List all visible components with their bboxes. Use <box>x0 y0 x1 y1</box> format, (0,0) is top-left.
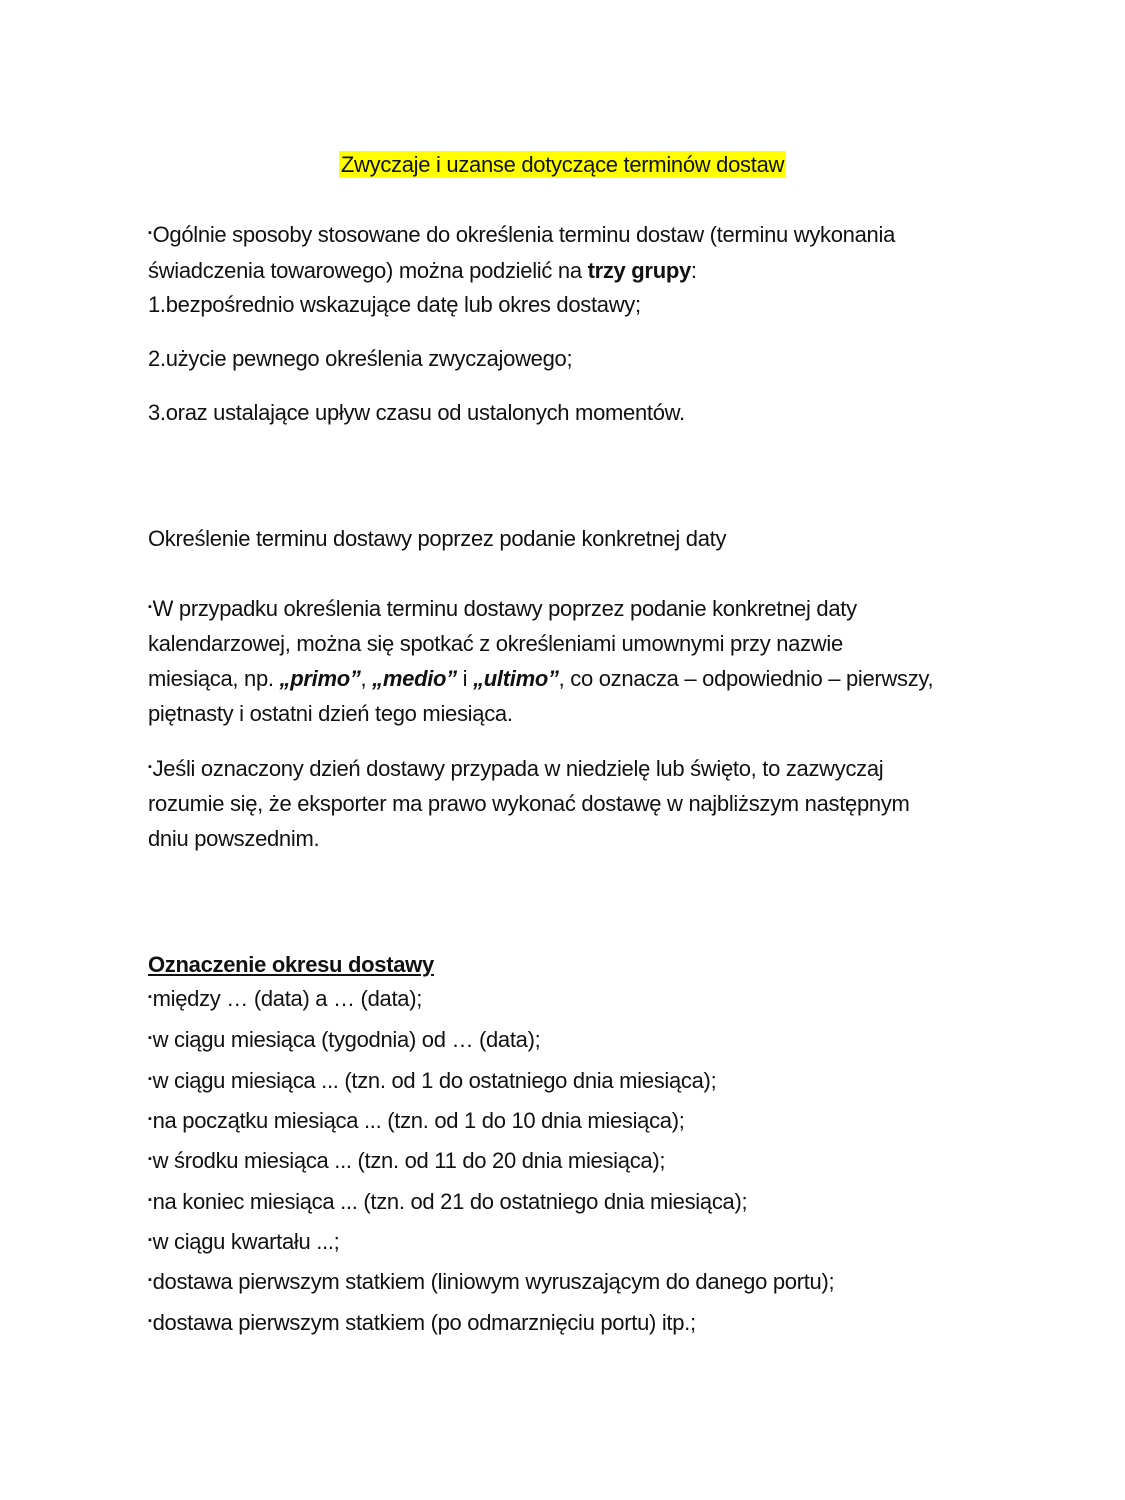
bullet-icon: ▪ <box>148 1073 152 1085</box>
paragraph-line: rozumie się, że eksporter ma prawo wykonać dostawę w najbliższym następnym <box>148 791 910 816</box>
list-item: ▪dostawa pierwszym statkiem (po odmarznięciu portu) itp.; <box>148 1310 696 1335</box>
paragraph-line: miesiąca, np. „primo”, „medio” i „ultimo”, co oznacza – odpowiednio – pierwszy, <box>148 666 934 691</box>
list-item: ▪na początku miesiąca ... (tzn. od 1 do 10 dnia miesiąca); <box>148 1108 685 1133</box>
bullet-icon: ▪ <box>148 761 152 773</box>
bullet-icon: ▪ <box>148 1032 152 1044</box>
list-item: ▪w ciągu miesiąca (tygodnia) od … (data); <box>148 1027 541 1052</box>
paragraph-line: świadczenia towarowego) można podzielić na trzy grupy: <box>148 258 697 283</box>
paragraph-line: ▪Ogólnie sposoby stosowane do określenia terminu dostaw (terminu wykonania <box>148 222 896 247</box>
bullet-icon: ▪ <box>148 1234 152 1246</box>
paragraph-line: ▪Jeśli oznaczony dzień dostawy przypada w niedzielę lub święto, to zazwyczaj <box>148 756 884 781</box>
document-title <box>0 150 1125 180</box>
section-heading: Określenie terminu dostawy poprzez podanie konkretnej daty <box>148 526 727 551</box>
term-primo: „primo” <box>279 666 361 691</box>
bullet-icon: ▪ <box>148 1113 152 1125</box>
term-medio: „medio” <box>372 666 457 691</box>
bullet-icon: ▪ <box>148 1194 152 1206</box>
bullet-icon: ▪ <box>148 227 152 239</box>
list-item: ▪w ciągu kwartału ...; <box>148 1229 340 1254</box>
bullet-icon: ▪ <box>148 601 152 613</box>
list-item: 1.bezpośrednio wskazujące datę lub okres dostawy; <box>148 292 641 317</box>
paragraph-line: ▪W przypadku określenia terminu dostawy poprzez podanie konkretnej daty <box>148 596 857 621</box>
paragraph-line: dniu powszednim. <box>148 826 320 851</box>
bullet-icon: ▪ <box>148 1274 152 1286</box>
bullet-icon: ▪ <box>148 991 152 1003</box>
paragraph-line: piętnasty i ostatni dzień tego miesiąca. <box>148 701 513 726</box>
list-item: ▪dostawa pierwszym statkiem (liniowym wyruszającym do danego portu); <box>148 1269 835 1294</box>
list-item: ▪na koniec miesiąca ... (tzn. od 21 do ostatniego dnia miesiąca); <box>148 1189 748 1214</box>
list-item: ▪między … (data) a … (data); <box>148 986 423 1011</box>
bullet-icon: ▪ <box>148 1315 152 1327</box>
list-item: ▪w ciągu miesiąca ... (tzn. od 1 do ostatniego dnia miesiąca); <box>148 1068 717 1093</box>
section-heading: Oznaczenie okresu dostawy <box>148 952 434 977</box>
highlighted-title-text: Zwyczaje i uzanse dotyczące terminów dostaw <box>340 152 785 177</box>
list-item: 3.oraz ustalające upływ czasu od ustalonych momentów. <box>148 400 685 425</box>
bold-text: trzy grupy <box>587 258 691 283</box>
list-item: ▪w środku miesiąca ... (tzn. od 11 do 20 dnia miesiąca); <box>148 1148 666 1173</box>
list-item: 2.użycie pewnego określenia zwyczajowego; <box>148 346 573 371</box>
bullet-icon: ▪ <box>148 1153 152 1165</box>
paragraph-line: kalendarzowej, można się spotkać z określeniami umownymi przy nazwie <box>148 631 843 656</box>
term-ultimo: „ultimo” <box>473 666 559 691</box>
